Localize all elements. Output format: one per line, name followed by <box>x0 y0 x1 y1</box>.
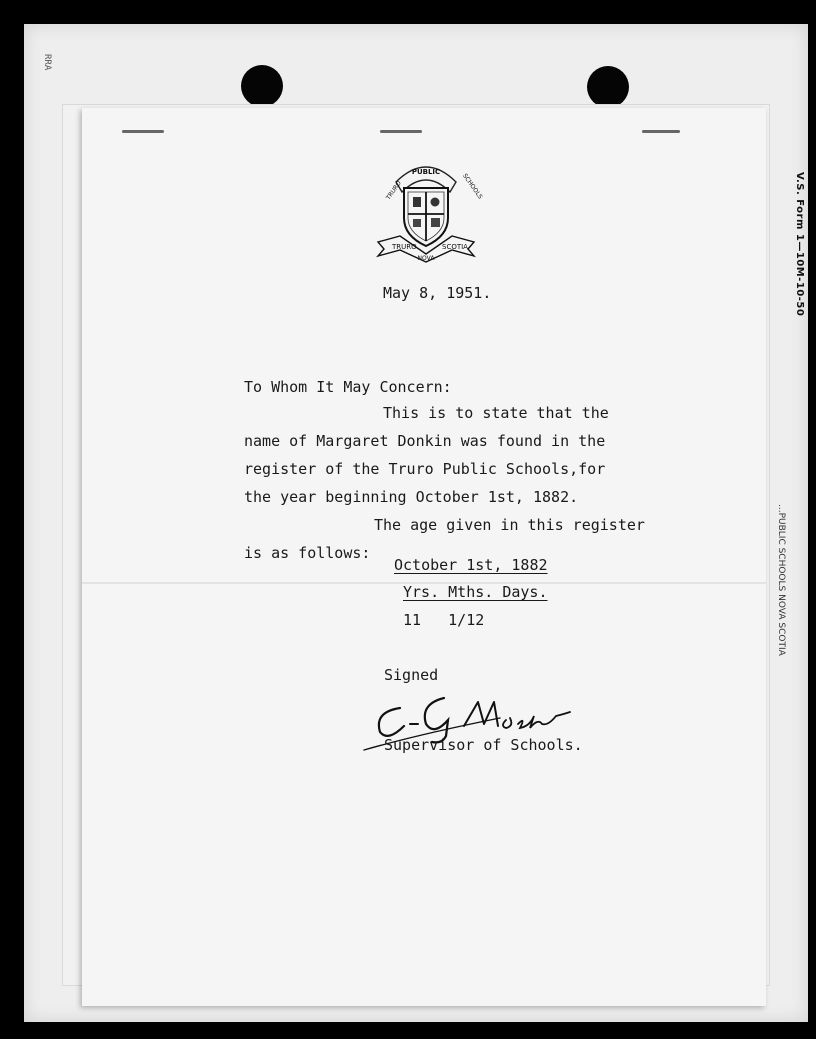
crest-top-banner: PUBLIC <box>411 168 441 176</box>
age-header: Yrs. Mths. Days. <box>403 583 548 601</box>
staple-mark <box>380 130 422 133</box>
age-line: is as follows: <box>244 544 371 562</box>
body-line: This is to state that the <box>383 404 609 422</box>
body-line: name of Margaret Donkin was found in the <box>244 432 606 450</box>
crest-bottom-left: TRURO <box>392 243 417 251</box>
form-number: V.S. Form 1—10M-10-50 <box>794 172 805 317</box>
right-sliver-text: ...PUBLIC SCHOOLS NOVA SCOTIA <box>776 504 786 656</box>
punch-hole-left <box>241 65 283 107</box>
age-values: 11 1/12 <box>403 611 485 629</box>
letter-sheet <box>82 108 766 1006</box>
punch-hole-right <box>587 66 629 108</box>
crest-bottom-right: SCOTIA <box>442 243 468 251</box>
staple-mark <box>122 130 164 133</box>
age-line: The age given in this register <box>374 516 645 534</box>
crest-right-banner: SCHOOLS <box>461 172 484 201</box>
corner-mark: RRA <box>42 54 52 71</box>
age-date: October 1st, 1882 <box>394 556 548 574</box>
body-line: register of the Truro Public Schools,for <box>244 460 606 478</box>
letter-date: May 8, 1951. <box>383 284 492 302</box>
crest-bottom-center: NOVA <box>417 255 435 262</box>
school-crest-icon <box>374 156 484 264</box>
salutation: To Whom It May Concern: <box>244 378 452 396</box>
body-line: the year beginning October 1st, 1882. <box>244 488 579 506</box>
crest-left-banner: TRURO <box>385 179 403 202</box>
signer-title: Supervisor of Schools. <box>384 736 583 754</box>
signed-label: Signed <box>384 666 439 684</box>
staple-mark <box>642 130 680 133</box>
